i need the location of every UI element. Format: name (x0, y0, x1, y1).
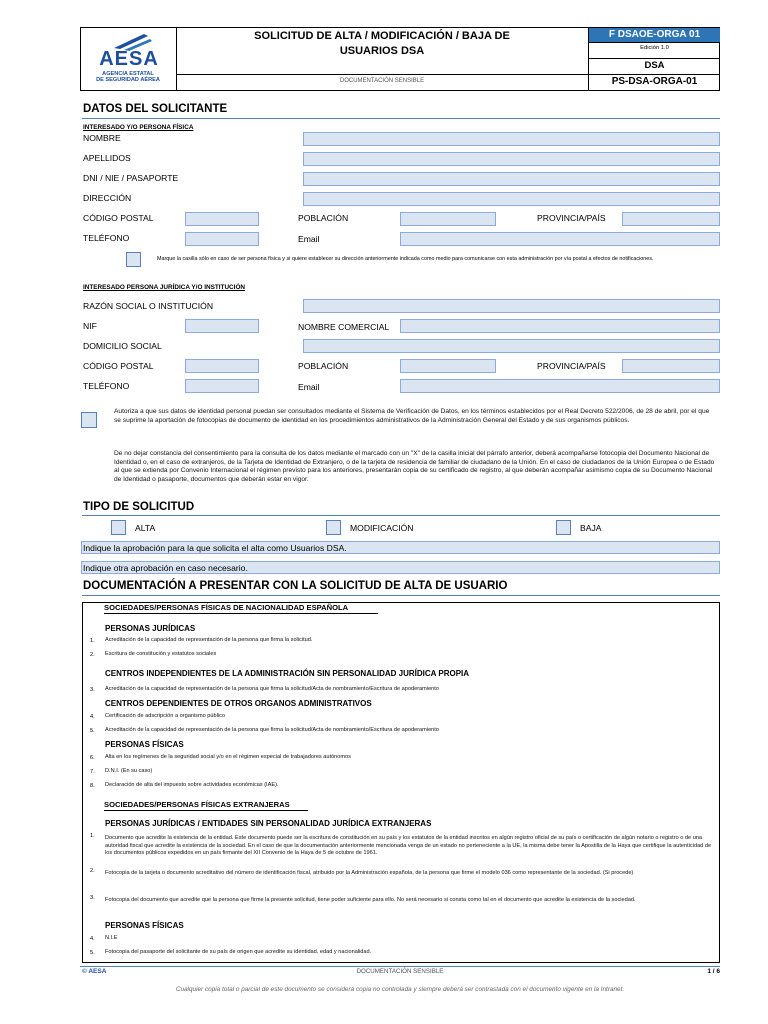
form-title-line-1: SOLICITUD DE ALTA / MODIFICACIÓN / BAJA DE (254, 30, 510, 42)
footer-copyright: © AESA (82, 968, 107, 975)
consent-paragraph-1: Autoriza a que sus datos de identidad personal puedan ser consultados mediante el Sistema de Verificación de Datos, en los términos establecidos por el Real Decreto 522/2006, de 28 de abril, por el que se suprime la aportación de fotocopias de documento de identidad en los procedimientos administrativos de la Administración General del Estado y de sus organismos públicos. (114, 408, 710, 424)
docs-item-6: Alta en los regímenes de la seguridad social y/o en el régimen especial de trabajadores autónomos (105, 754, 351, 760)
telefono-input[interactable] (185, 232, 259, 246)
docs-num-4: 4. (90, 714, 95, 720)
form-code: F DSAOE-ORGA 01 (589, 28, 720, 42)
email-2-input[interactable] (400, 379, 720, 393)
unit-code: DSA (644, 60, 665, 71)
docs-item-8: Declaración de alta del impuesto sobre actividades económicas (IAE). (105, 782, 279, 788)
edition: Edición 1.0 (640, 45, 669, 51)
consent-checkbox[interactable] (81, 412, 97, 428)
email-input[interactable] (400, 232, 720, 246)
label-nif: NIF (83, 321, 97, 331)
label-poblacion: POBLACIÓN (298, 213, 349, 223)
apellidos-input[interactable] (303, 152, 720, 166)
label-nombre-comercial: NOMBRE COMERCIAL (298, 322, 390, 332)
header-divider-4 (588, 42, 720, 43)
consent-paragraph-2: De no dejar constancia del consentimiento para la consulta de los datos mediante el marcado con un "X" de la casilla inicial del párrafo anterior, deberá acompañarse fotocopia del Documento Nacional de Identidad o, en el caso de extranjeros, de la Tarjeta de Identidad de Extranjero, o de la tarjeta de residencia de familiar de ciudadano de la Unión. En el caso de ciudadanos de la Unión Europea o de Estado al que se extienda por Convenio Internacional el régimen previsto para los anteriores, presentarán copia de su certificado de registro, al que deberán acompañar asimismo copia de su Documento Nacional de Identidad o pasaporte, documentos que deberán estar en vigor. (114, 450, 715, 483)
docs-item-1: Acreditación de la capacidad de representación de la persona que firma la solicitud. (105, 637, 313, 643)
docs-ext-item-3: Fotocopia del documento que acredite que la persona que firme la presente solicitud, tiene poder suficiente para ello. No será necesario si consta como tal en el documento que acredite la existencia de la sociedad. (105, 897, 636, 903)
baja-checkbox[interactable] (556, 520, 571, 535)
logo-text: AESA (99, 48, 159, 70)
label-codigo-postal: CÓDIGO POSTAL (83, 213, 154, 223)
docs-ext-num-3: 3. (90, 895, 95, 901)
otra-aprobacion-text: Indique otra aprobación en caso necesario. (83, 563, 248, 573)
label-modificacion: MODIFICACIÓN (350, 523, 414, 533)
docs-espanola-title: SOCIEDADES/PERSONAS FÍSICAS DE NACIONALIDAD ESPAÑOLA (104, 603, 349, 612)
label-domicilio: DOMICILIO SOCIAL (83, 341, 162, 351)
section-title-tipo: TIPO DE SOLICITUD (83, 501, 195, 513)
docs-centros-independientes: CENTROS INDEPENDIENTES DE LA ADMINISTRACIÓN SIN PERSONALIDAD JURÍDICA PROPIA (105, 669, 470, 678)
label-razon-social: RAZÓN SOCIAL O INSTITUCIÓN (83, 301, 214, 311)
label-email: Email (298, 234, 320, 244)
poblacion-2-input[interactable] (400, 359, 496, 373)
razon-social-input[interactable] (303, 299, 720, 313)
codigo-postal-2-input[interactable] (185, 359, 259, 373)
label-direccion: DIRECCIÓN (83, 193, 132, 203)
docs-num-2: 2. (90, 652, 95, 658)
label-alta: ALTA (135, 523, 156, 533)
footer-rule (80, 966, 720, 967)
notification-note: Marque la casilla sólo en caso de ser persona física y si quiere establecer su dirección anteriormente indicada como medio para comunicarse con esta administración por vía postal a efectos de notificaciones. (157, 256, 654, 262)
label-dni: DNI / NIE / PASAPORTE (83, 173, 179, 183)
docs-extranjeras-rule (104, 810, 308, 811)
docs-item-3: Acreditación de la capacidad de representación de la persona que firma la solicitud/Acta de nombramiento/Escritura de apoderamiento (105, 686, 439, 692)
section-title-documentacion: DOCUMENTACIÓN A PRESENTAR CON LA SOLICITUD DE ALTA DE USUARIO (83, 580, 508, 592)
docs-ext-item-4: N.I.E (105, 935, 118, 941)
label-nombre: NOMBRE (83, 133, 121, 143)
logo-sub-1: AGENCIA ESTATAL (102, 71, 154, 77)
docs-ext-num-2: 2. (90, 868, 95, 874)
footer-disclaimer: Cualquier copia total o parcial de este documento se considera copia no controlada y siempre deberá ser contrastada con el documento vigente en la Intranet. (175, 986, 625, 993)
docs-num-1: 1. (90, 638, 95, 644)
label-codigo-postal-2: CÓDIGO POSTAL (83, 361, 154, 371)
label-provincia: PROVINCIA/PAÍS (537, 213, 606, 223)
nif-input[interactable] (185, 319, 259, 333)
poblacion-input[interactable] (400, 212, 496, 226)
docs-ext-num-5: 5. (90, 950, 95, 956)
docs-item-2: Escritura de constitución y estatutos sociales (105, 651, 217, 657)
docs-item-7: D.N.I. (En su caso) (105, 768, 153, 774)
docs-ext-item-5: Fotocopia del pasaporte del solicitante de su país de origen que acredite su identidad, edad y nacionalidad. (105, 949, 372, 955)
docs-num-3: 3. (90, 687, 95, 693)
form-title-line-2: USUARIOS DSA (339, 45, 425, 57)
label-telefono-2: TELÉFONO (83, 381, 130, 391)
nombre-comercial-input[interactable] (400, 319, 720, 333)
docs-fisicas-extranjeras: PERSONAS FÍSICAS (105, 921, 184, 930)
direccion-input[interactable] (303, 192, 720, 206)
docs-ext-item-1: Documento que acredite la existencia de la entidad. Este documento puede ser la escritura de constitución en su país y los estatutos de la entidad inscritos en algún registro oficial de su país o certificación de algún notario o registro o de una autoridad fiscal que acredite la existencia de la sociedad. En el caso de que la documentación anteriormente mencionada venga de un estado no perteneciente a la UE, la misma debe tener la Apostilla de la Haya que certifique la autenticidad de los documentos públicos expedidos en un país firmante del XII Convenio de la Haya de 5 de octubre de 1961. (105, 835, 712, 857)
docs-item-4: Certificación de adscripción a organismo público (105, 713, 226, 719)
subsection-persona-fisica: INTERESADO Y/O PERSONA FÍSICA (83, 124, 194, 131)
docs-personas-juridicas: PERSONAS JURÍDICAS (105, 624, 196, 633)
provincia-input[interactable] (622, 212, 720, 226)
docs-num-8: 8. (90, 783, 95, 789)
section-rule-solicitante (82, 118, 720, 119)
docs-ext-num-1: 1. (90, 833, 95, 839)
section-rule-documentacion (82, 595, 720, 596)
logo-sub-2: DE SEGURIDAD AÉREA (96, 77, 160, 83)
header-divider-6 (588, 74, 720, 75)
label-baja: BAJA (580, 523, 602, 533)
header-classification: DOCUMENTACIÓN SENSIBLE (339, 78, 425, 84)
docs-juridicas-extranjeras: PERSONAS JURÍDICAS / ENTIDADES SIN PERSONALIDAD JURÍDICA EXTRANJERAS (105, 819, 432, 828)
header-divider-5 (588, 58, 720, 59)
docs-personas-fisicas: PERSONAS FÍSICAS (105, 740, 184, 749)
footer-page-number: 1 / 6 (707, 968, 720, 975)
docs-item-5: Acreditación de la capacidad de representación de la persona que firma la solicitud/Acta de nombramiento/Escritura de apoderamiento (105, 727, 439, 733)
alta-checkbox[interactable] (111, 520, 126, 535)
codigo-postal-input[interactable] (185, 212, 259, 226)
aprobacion-text: Indique la aprobación para la que solicita el alta como Usuarios DSA. (83, 543, 347, 553)
label-telefono: TELÉFONO (83, 233, 130, 243)
docs-espanola-rule (104, 613, 378, 614)
docs-num-6: 6. (90, 755, 95, 761)
docs-num-5: 5. (90, 728, 95, 734)
label-email-2: Email (298, 382, 320, 392)
notification-checkbox[interactable] (126, 252, 141, 267)
domicilio-input[interactable] (303, 339, 720, 353)
nombre-input[interactable] (303, 132, 720, 146)
section-rule-tipo (82, 515, 720, 516)
subsection-persona-juridica: INTERESADO PERSONA JURÍDICA Y/O INSTITUCIÓN (83, 284, 246, 291)
footer-classification: DOCUMENTACIÓN SENSIBLE (356, 968, 444, 975)
section-title-solicitante: DATOS DEL SOLICITANTE (83, 103, 228, 115)
label-provincia-2: PROVINCIA/PAÍS (537, 361, 606, 371)
telefono-2-input[interactable] (185, 379, 259, 393)
docs-num-7: 7. (90, 769, 95, 775)
provincia-2-input[interactable] (622, 359, 720, 373)
docs-ext-num-4: 4. (90, 936, 95, 942)
label-poblacion-2: POBLACIÓN (298, 361, 349, 371)
header-divider-3 (176, 74, 588, 75)
modificacion-checkbox[interactable] (326, 520, 341, 535)
docs-extranjeras-title: SOCIEDADES/PERSONAS FÍSICAS EXTRANJERAS (104, 800, 290, 809)
aesa-logo (86, 30, 170, 88)
procedure-code: PS-DSA-ORGA-01 (611, 76, 698, 87)
docs-ext-item-2: Fotocopia de la tarjeta o documento acreditativo del número de identificación fiscal, atribuido por la Administración española, de la persona que firme el modelo 036 como representante de la sociedad. (Si procede) (105, 870, 634, 876)
docs-centros-dependientes: CENTROS DEPENDIENTES DE OTROS ORGANOS ADMINISTRATIVOS (105, 699, 372, 708)
dni-input[interactable] (303, 172, 720, 186)
label-apellidos: APELLIDOS (83, 153, 131, 163)
